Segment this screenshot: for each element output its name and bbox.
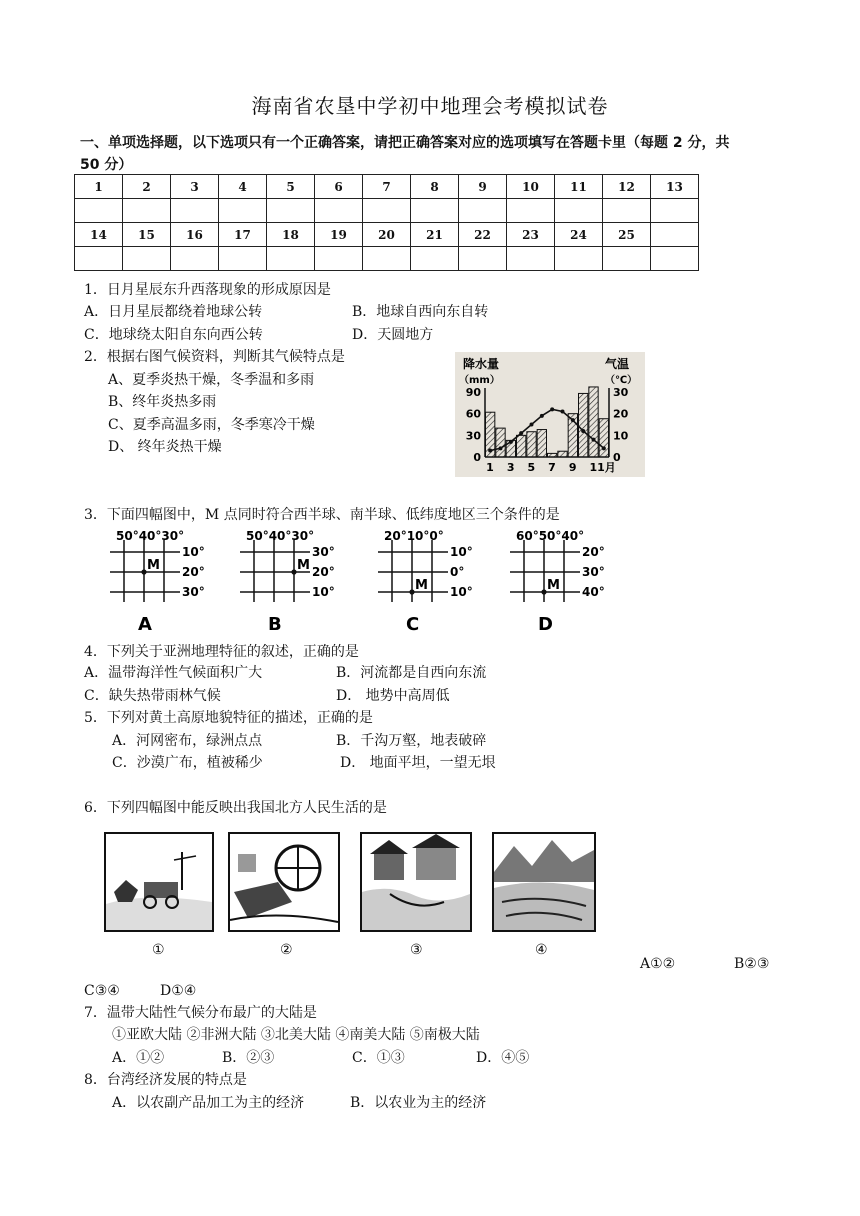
answer-cell[interactable] bbox=[555, 247, 603, 271]
question-number: 15 bbox=[123, 223, 171, 247]
q1-option-a[interactable]: A．日月星辰都绕着地球公转 bbox=[84, 304, 263, 320]
latitude-label: 10° bbox=[450, 585, 473, 599]
answer-cell[interactable] bbox=[315, 247, 363, 271]
longitude-labels: 50°40°30° bbox=[116, 530, 185, 543]
answer-cell[interactable] bbox=[363, 199, 411, 223]
answer-cell[interactable] bbox=[459, 199, 507, 223]
precip-bar bbox=[537, 430, 546, 457]
latitude-label: 30° bbox=[582, 565, 605, 579]
x-tick-label: 3 bbox=[506, 461, 515, 474]
temperature-point bbox=[540, 414, 544, 418]
latitude-label: 10° bbox=[450, 545, 473, 559]
picture-caption-4: ④ bbox=[535, 942, 548, 958]
section-heading-line1: 一、单项选择题，以下选项只有一个正确答案，请把正确答案对应的选项填写在答题卡里（每题 2 分，共 bbox=[80, 135, 730, 151]
answer-cell[interactable] bbox=[75, 247, 123, 271]
question-number: 22 bbox=[459, 223, 507, 247]
q8-stem: 8．台湾经济发展的特点是 bbox=[84, 1072, 247, 1088]
q6-option-a[interactable]: A①② bbox=[640, 956, 676, 972]
precip-bar bbox=[589, 387, 598, 457]
q2-stem: 2．根据右图气候资料，判断其气候特点是 bbox=[84, 349, 345, 365]
q2-option-d[interactable]: D、 终年炎热干燥 bbox=[108, 439, 222, 455]
longitude-labels: 60°50°40° bbox=[516, 530, 585, 543]
answer-cell[interactable] bbox=[123, 247, 171, 271]
q7-option-a[interactable]: A．①② bbox=[112, 1050, 165, 1066]
picture-4-sketch bbox=[492, 832, 596, 932]
question-number: 11 bbox=[555, 175, 603, 199]
q6-option-c[interactable]: C③④ bbox=[84, 983, 120, 999]
x-tick-label: 7 bbox=[548, 461, 556, 474]
right-tick-label: 20 bbox=[613, 407, 629, 421]
q7-option-b[interactable]: B．②③ bbox=[222, 1050, 275, 1066]
question-number: 25 bbox=[603, 223, 651, 247]
temperature-point bbox=[488, 449, 492, 453]
question-number bbox=[651, 223, 699, 247]
answer-sheet-table bbox=[74, 174, 699, 271]
section-heading-line2: 50 分） bbox=[80, 157, 133, 173]
question-number: 6 bbox=[315, 175, 363, 199]
precip-bar bbox=[558, 451, 567, 457]
grid-map-b bbox=[240, 530, 335, 635]
longitude-labels: 50°40°30° bbox=[246, 530, 315, 543]
latitude-label: 0° bbox=[450, 565, 465, 579]
question-number: 20 bbox=[363, 223, 411, 247]
question-number: 16 bbox=[171, 223, 219, 247]
figure-letter: A bbox=[138, 614, 152, 635]
precip-axis-title: 降水量 bbox=[463, 357, 500, 371]
figure-letter: D bbox=[538, 614, 553, 635]
q4-option-a[interactable]: A．温带海洋性气候面积广大 bbox=[84, 665, 263, 681]
question-number: 17 bbox=[219, 223, 267, 247]
q1-option-d[interactable]: D．天圆地方 bbox=[352, 327, 434, 343]
latitude-label: 20° bbox=[312, 565, 335, 579]
point-m-dot bbox=[141, 569, 146, 574]
x-tick-label: 11月 bbox=[589, 461, 616, 474]
answer-cell[interactable] bbox=[507, 199, 555, 223]
grid-map-c bbox=[378, 530, 473, 635]
question-number: 18 bbox=[267, 223, 315, 247]
answer-cell[interactable] bbox=[171, 247, 219, 271]
figure-letter: B bbox=[268, 614, 282, 635]
latitude-label: 30° bbox=[182, 585, 205, 599]
answer-cell[interactable] bbox=[651, 199, 699, 223]
precip-bar bbox=[517, 435, 526, 457]
temp-axis-title: 气温 bbox=[605, 357, 630, 371]
q6-option-d[interactable]: D①④ bbox=[160, 983, 197, 999]
left-tick-label: 0 bbox=[473, 451, 481, 464]
longitude-labels: 20°10°0° bbox=[384, 530, 444, 543]
answer-cell[interactable] bbox=[267, 199, 315, 223]
q7-stem: 7．温带大陆性气候分布最广的大陆是 bbox=[84, 1005, 317, 1021]
answer-blank-row bbox=[75, 247, 699, 271]
q3-stem: 3．下面四幅图中，M 点同时符合西半球、南半球、低纬度地区三个条件的是 bbox=[84, 507, 560, 523]
answer-cell[interactable] bbox=[363, 247, 411, 271]
point-m-dot bbox=[291, 569, 296, 574]
q1-stem: 1．日月星辰东升西落现象的形成原因是 bbox=[84, 282, 331, 298]
latitude-label: 20° bbox=[582, 545, 605, 559]
answer-number-row bbox=[75, 223, 699, 247]
temperature-point bbox=[592, 438, 596, 442]
q8-option-a[interactable]: A．以农副产品加工为主的经济 bbox=[112, 1095, 305, 1111]
grid-map-d bbox=[510, 530, 605, 635]
picture-3-sketch bbox=[360, 832, 472, 932]
temperature-point bbox=[602, 446, 606, 450]
question-number: 10 bbox=[507, 175, 555, 199]
answer-cell[interactable] bbox=[315, 199, 363, 223]
question-number: 8 bbox=[411, 175, 459, 199]
left-tick-label: 90 bbox=[465, 386, 481, 399]
q2-option-c[interactable]: C、夏季高温多雨，冬季寒冷干燥 bbox=[108, 417, 315, 433]
answer-cell[interactable] bbox=[411, 247, 459, 271]
x-tick-label: 5 bbox=[527, 461, 536, 474]
answer-cell[interactable] bbox=[75, 199, 123, 223]
q5-option-d[interactable]: D． 地面平坦，一望无垠 bbox=[340, 755, 496, 771]
answer-cell[interactable] bbox=[171, 199, 219, 223]
latitude-label: 10° bbox=[182, 545, 205, 559]
precip-axis-unit: （mm） bbox=[459, 375, 500, 386]
q4-option-b[interactable]: B．河流都是自西向东流 bbox=[336, 665, 487, 681]
left-tick-label: 30 bbox=[465, 429, 481, 443]
precip-bar bbox=[599, 419, 608, 457]
q1-option-c[interactable]: C．地球绕太阳自东向西公转 bbox=[84, 327, 263, 343]
answer-cell[interactable] bbox=[411, 199, 459, 223]
picture-caption-3: ③ bbox=[410, 942, 423, 958]
question-number: 24 bbox=[555, 223, 603, 247]
answer-cell[interactable] bbox=[603, 247, 651, 271]
q4-option-d[interactable]: D． 地势中高周低 bbox=[336, 688, 450, 704]
picture-2-sketch bbox=[228, 832, 340, 932]
point-m-label: M bbox=[547, 578, 560, 593]
figure-letter: C bbox=[406, 614, 420, 635]
temperature-point bbox=[581, 429, 585, 433]
section-heading bbox=[80, 132, 780, 176]
answer-cell[interactable] bbox=[507, 247, 555, 271]
precip-bar bbox=[527, 432, 536, 457]
right-tick-label: 0 bbox=[613, 451, 621, 464]
grid-map-a bbox=[110, 530, 205, 635]
picture-1-sketch bbox=[104, 832, 214, 932]
q7-option-c[interactable]: C．①③ bbox=[352, 1050, 405, 1066]
latitude-label: 20° bbox=[182, 565, 205, 579]
page-title: 海南省农垦中学初中地理会考模拟试卷 bbox=[251, 94, 609, 118]
x-tick-label: 1 bbox=[486, 461, 494, 474]
question-number: 19 bbox=[315, 223, 363, 247]
latlon-grid-figures bbox=[110, 530, 630, 638]
temperature-point bbox=[571, 418, 575, 422]
question-number: 12 bbox=[603, 175, 651, 199]
question-number: 14 bbox=[75, 223, 123, 247]
q6-option-b[interactable]: B②③ bbox=[734, 956, 770, 972]
q8-option-b[interactable]: B．以农业为主的经济 bbox=[350, 1095, 487, 1111]
point-m-dot bbox=[541, 589, 546, 594]
point-m-label: M bbox=[147, 558, 160, 573]
q7-option-d[interactable]: D．④⑤ bbox=[476, 1050, 530, 1066]
answer-cell[interactable] bbox=[219, 199, 267, 223]
picture-caption-2: ② bbox=[280, 942, 293, 958]
answer-blank-row bbox=[75, 199, 699, 223]
question-number: 23 bbox=[507, 223, 555, 247]
q5-stem: 5．下列对黄土高原地貌特征的描述，正确的是 bbox=[84, 710, 373, 726]
q2-option-a[interactable]: A、夏季炎热干燥，冬季温和多雨 bbox=[108, 372, 315, 388]
temperature-point bbox=[519, 431, 523, 435]
latitude-label: 40° bbox=[582, 585, 605, 599]
right-tick-label: 30 bbox=[613, 386, 629, 399]
answer-cell[interactable] bbox=[267, 247, 315, 271]
answer-number-row bbox=[75, 175, 699, 199]
q5-option-a[interactable]: A．河网密布，绿洲点点 bbox=[112, 733, 263, 749]
latitude-label: 10° bbox=[312, 585, 335, 599]
temperature-point bbox=[499, 446, 503, 450]
point-m-label: M bbox=[297, 558, 310, 573]
question-number: 1 bbox=[75, 175, 123, 199]
question-number: 4 bbox=[219, 175, 267, 199]
x-tick-label: 9 bbox=[568, 461, 577, 474]
question-number: 7 bbox=[363, 175, 411, 199]
q4-stem: 4．下列关于亚洲地理特征的叙述，正确的是 bbox=[84, 644, 359, 660]
point-m-dot bbox=[409, 589, 414, 594]
q6-stem: 6．下列四幅图中能反映出我国北方人民生活的是 bbox=[84, 800, 387, 816]
temperature-point bbox=[561, 410, 565, 414]
latitude-label: 30° bbox=[312, 545, 335, 559]
answer-cell[interactable] bbox=[651, 247, 699, 271]
temperature-point bbox=[509, 440, 513, 444]
question-number: 3 bbox=[171, 175, 219, 199]
question-number: 21 bbox=[411, 223, 459, 247]
point-m-label: M bbox=[415, 578, 428, 593]
climate-chart bbox=[455, 352, 645, 477]
answer-cell[interactable] bbox=[459, 247, 507, 271]
temperature-point bbox=[550, 407, 554, 411]
answer-cell[interactable] bbox=[555, 199, 603, 223]
precip-bar bbox=[548, 453, 557, 457]
question-number: 2 bbox=[123, 175, 171, 199]
q5-option-c[interactable]: C．沙漠广布，植被稀少 bbox=[112, 755, 263, 771]
temperature-point bbox=[530, 423, 534, 427]
answer-cell[interactable] bbox=[603, 199, 651, 223]
precip-bar bbox=[496, 428, 505, 457]
right-tick-label: 10 bbox=[613, 429, 629, 443]
question-number: 13 bbox=[651, 175, 699, 199]
left-tick-label: 60 bbox=[465, 407, 481, 421]
q5-option-b[interactable]: B．千沟万壑，地表破碎 bbox=[336, 733, 487, 749]
q4-option-c[interactable]: C．缺失热带雨林气候 bbox=[84, 688, 221, 704]
question-number: 5 bbox=[267, 175, 315, 199]
question-number: 9 bbox=[459, 175, 507, 199]
q2-option-b[interactable]: B、终年炎热多雨 bbox=[108, 394, 217, 410]
picture-caption-1: ① bbox=[152, 942, 165, 958]
answer-cell[interactable] bbox=[219, 247, 267, 271]
q1-option-b[interactable]: B．地球自西向东自转 bbox=[352, 304, 489, 320]
answer-cell[interactable] bbox=[123, 199, 171, 223]
temp-axis-unit: （℃） bbox=[605, 375, 638, 386]
q7-continent-list: ①亚欧大陆 ②非洲大陆 ③北美大陆 ④南美大陆 ⑤南极大陆 bbox=[112, 1027, 480, 1043]
precip-bar bbox=[579, 393, 588, 457]
